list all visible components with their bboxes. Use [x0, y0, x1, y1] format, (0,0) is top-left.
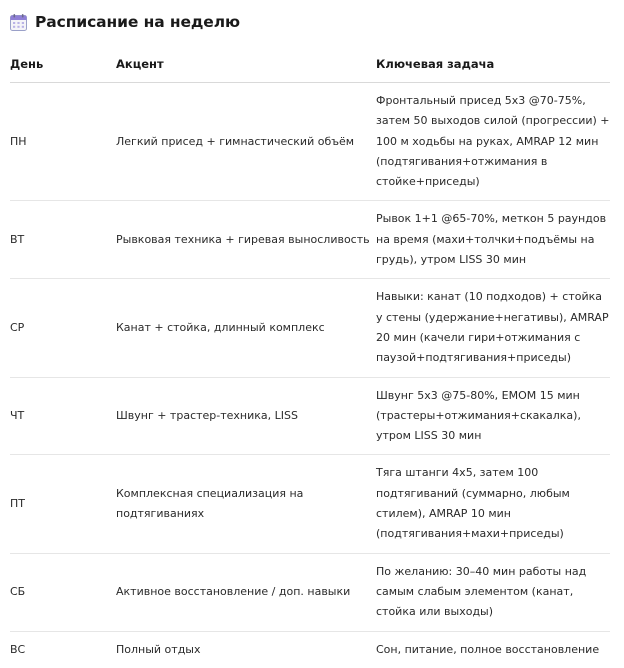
task-cell: Фронтальный присед 5x3 @70-75%, затем 50 выходов силой (прогрессии) + 100 м ходьбы на руках, AMRAP 12 мин (подтягивания+отжимания в стойке+приседы) [376, 83, 610, 201]
task-cell: Сон, питание, полное восстановление [376, 642, 600, 656]
table-header-row [10, 46, 610, 83]
task-cell: Тяга штанги 4x5, затем 100 подтягиваний (суммарно, любым стилем), AMRAP 10 мин (подтягивания+махи+приседы) [376, 455, 610, 553]
day-cell: СБ [10, 553, 116, 631]
column-header-accent: Акцент [116, 46, 376, 83]
accent-cell: Швунг + трастер-техника, LISS [116, 377, 376, 455]
accent-cell: Комплексная специализация на подтягиваниях [116, 455, 376, 553]
day-cell: СР [10, 279, 116, 377]
column-header-task: Ключевая задача [376, 46, 610, 83]
task-cell: Швунг 5x3 @75-80%, EMOM 15 мин (трастеры+отжимания+скакалка), утром LISS 30 мин [376, 377, 610, 455]
day-cell: ВС [10, 642, 26, 656]
schedule-table [10, 46, 610, 668]
column-header-day: День [10, 46, 116, 83]
accent-cell: Активное восстановление / доп. навыки [116, 553, 376, 631]
task-cell: Навыки: канат (10 подходов) + стойка у стены (удержание+негативы), AMRAP 20 мин (качели гири+отжимания с паузой+подтягивания+приседы) [376, 279, 610, 377]
day-cell: ПТ [10, 455, 116, 553]
schedule-heading [10, 9, 240, 35]
task-cell: Рывок 1+1 @65-70%, меткон 5 раундов на время (махи+толчки+подъёмы на грудь), утром LISS 30 мин [376, 201, 610, 279]
accent-cell: Канат + стойка, длинный комплекс [116, 279, 376, 377]
task-cell: По желанию: 30–40 мин работы над самым слабым элементом (канат, стойка или выходы) [376, 553, 610, 631]
table-row [10, 279, 610, 377]
day-cell: ЧТ [10, 377, 116, 455]
day-cell: ВТ [10, 201, 116, 279]
table-row [10, 201, 610, 279]
accent-cell: Рывковая техника + гиревая выносливость [116, 201, 376, 279]
table-row [10, 455, 610, 553]
day-cell: ПН [10, 83, 116, 201]
accent-cell: Легкий присед + гимнастический объём [116, 83, 376, 201]
table-row [10, 377, 610, 455]
table-row [10, 83, 610, 201]
calendar-icon [10, 14, 27, 31]
table-row [10, 553, 610, 631]
table-row [10, 631, 610, 668]
accent-cell: Полный отдых [116, 642, 201, 656]
page-title: Расписание на неделю [35, 13, 240, 31]
